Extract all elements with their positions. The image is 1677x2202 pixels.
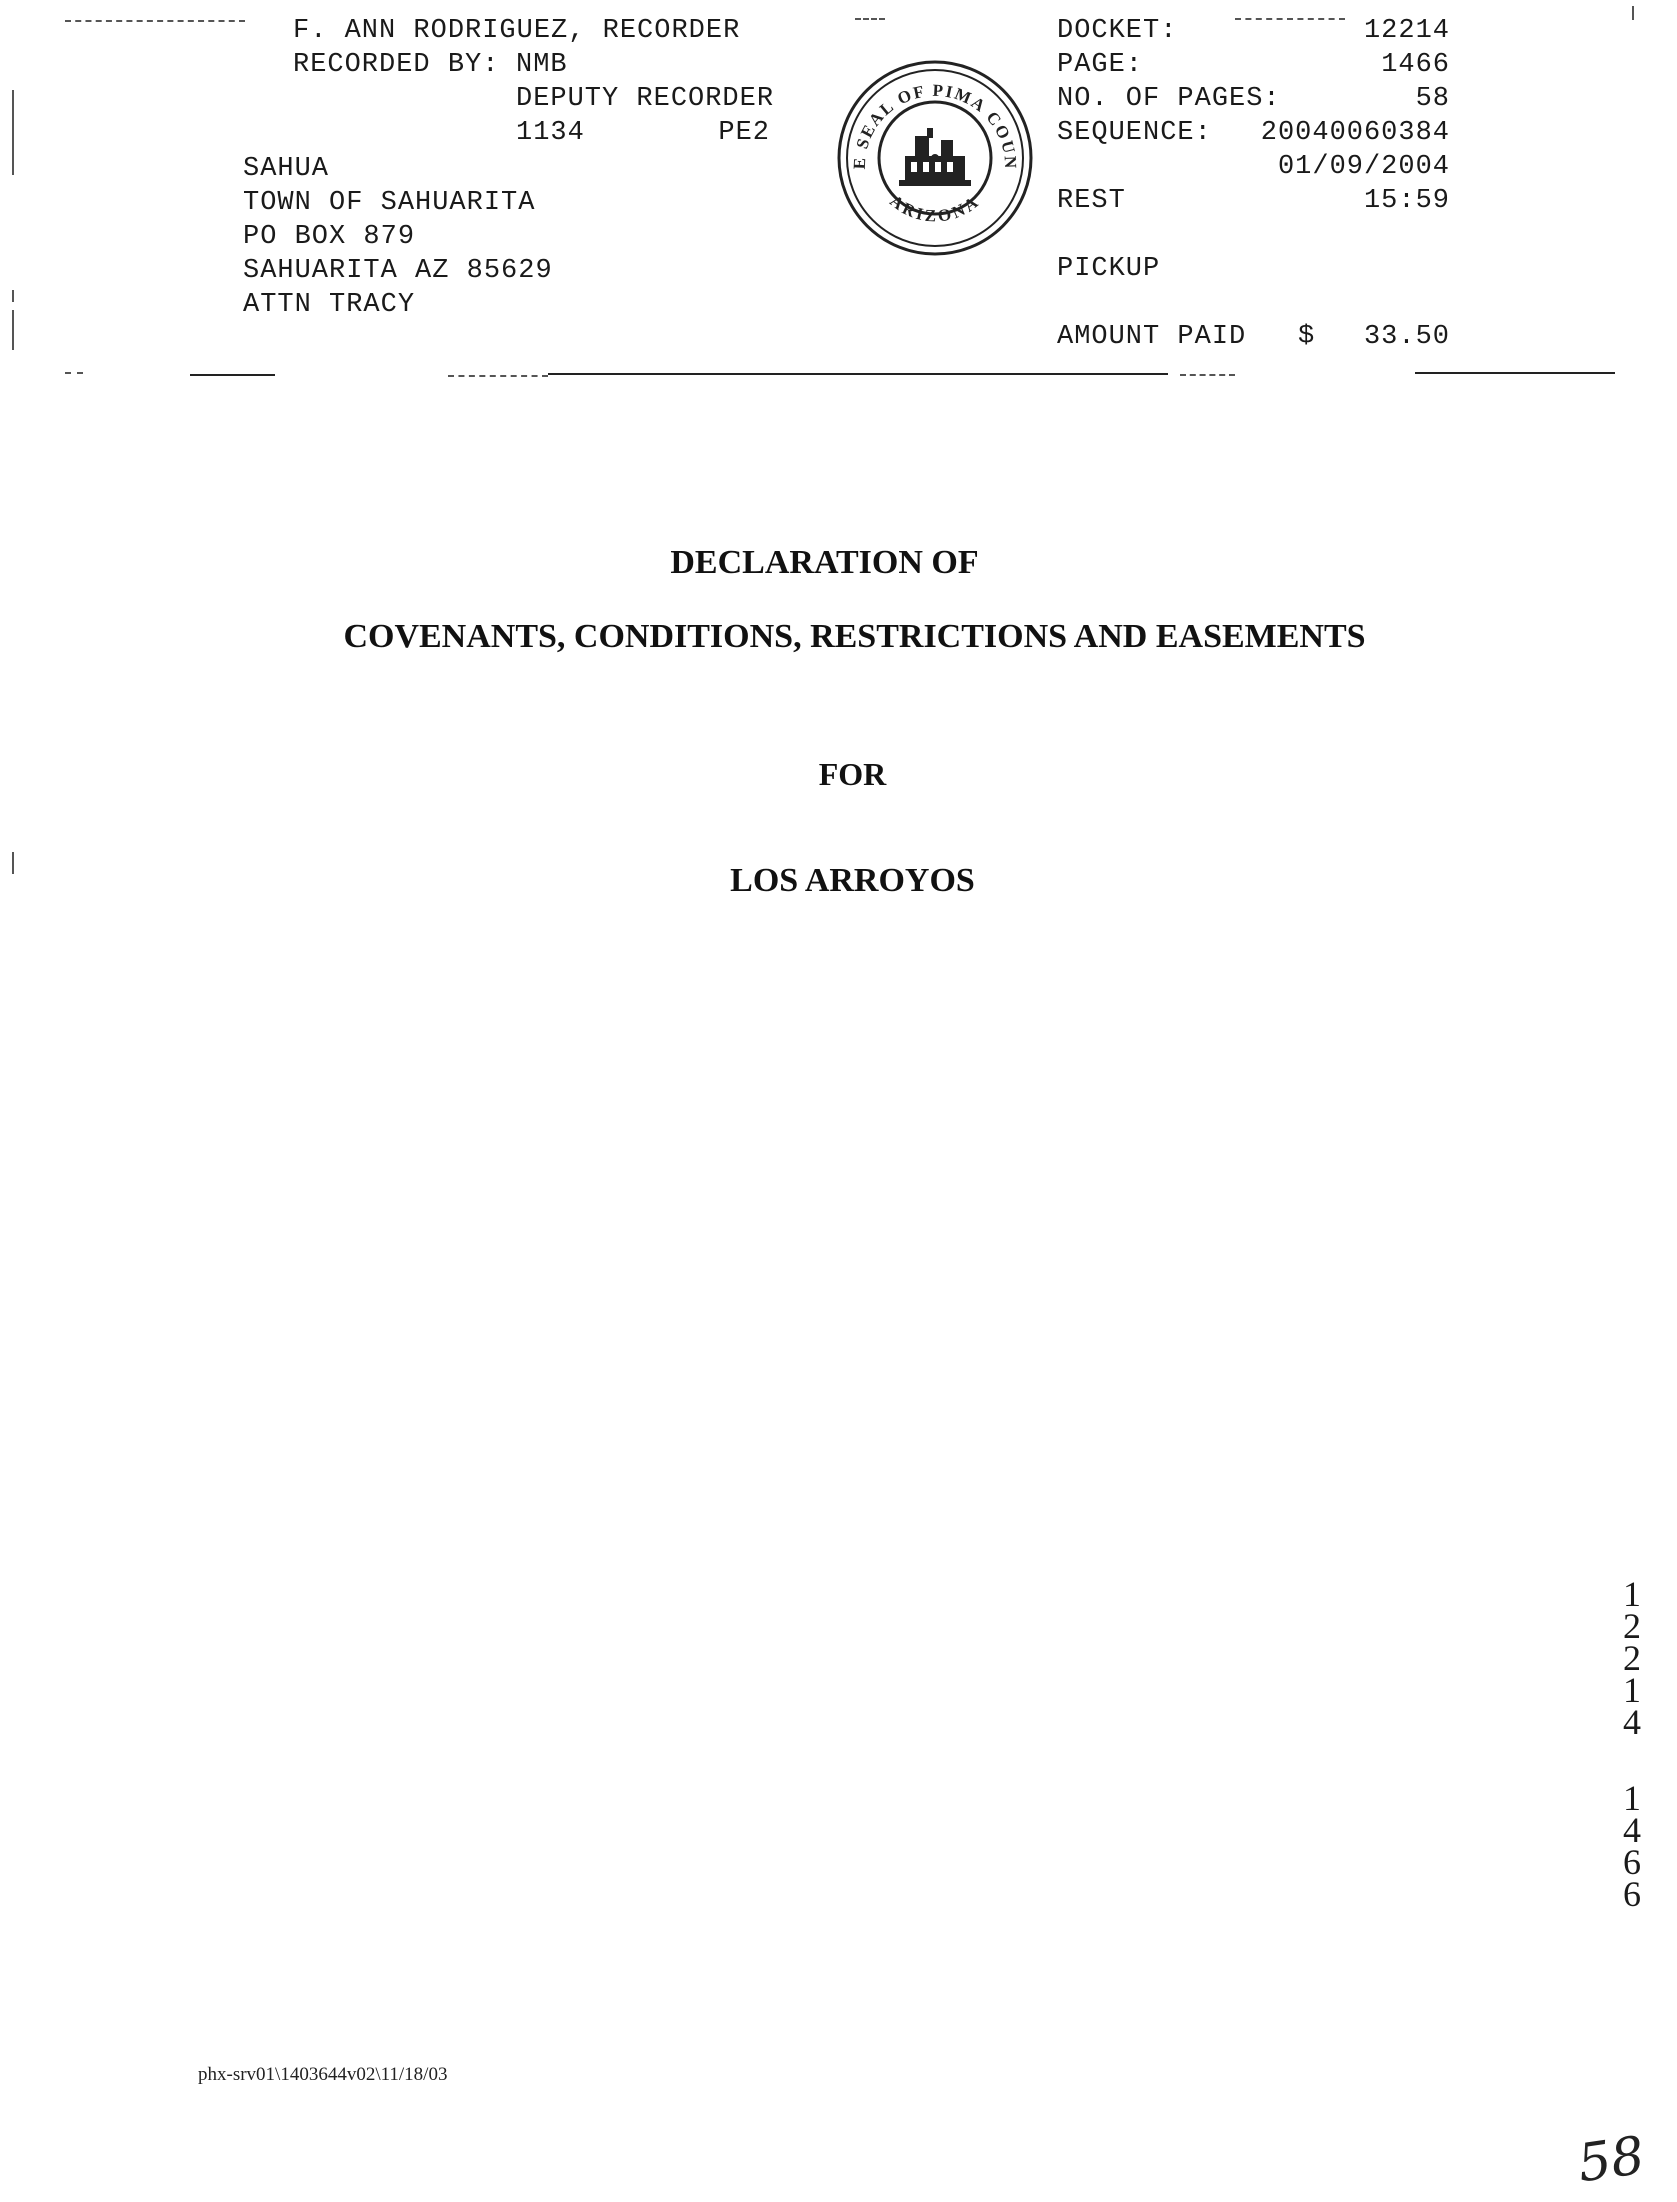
num-pages-value: 58 <box>1415 84 1450 114</box>
scan-mark <box>1632 6 1634 20</box>
header-bottom-border <box>65 372 83 374</box>
header-bottom-border <box>190 374 275 376</box>
document-title-line: FOR <box>818 756 887 792</box>
stamp-digit: 2 <box>1623 1606 1641 1646</box>
header-top-border <box>65 20 245 22</box>
sequence-label: SEQUENCE: <box>1057 118 1212 148</box>
stamp-digit: 1 <box>1623 1778 1641 1818</box>
deputy-code: 1134 <box>516 118 585 148</box>
currency-symbol: $ <box>1298 322 1316 352</box>
stamp-digit: 6 <box>1623 1842 1641 1882</box>
docket-label: DOCKET: <box>1057 16 1178 46</box>
seal-graphic <box>835 58 1035 258</box>
amount-value: 33.50 <box>1363 322 1450 352</box>
header-top-border <box>855 18 885 20</box>
address-line: SAHUARITA AZ 85629 <box>243 256 553 286</box>
document-title-line: DECLARATION OF <box>670 544 979 581</box>
deputy-station: PE2 <box>718 118 770 148</box>
handwritten-page-count: 58 <box>1574 2125 1649 2195</box>
num-pages-label: NO. OF PAGES: <box>1057 84 1281 114</box>
recorded-by-label: RECORDED BY: <box>293 50 500 80</box>
header-bottom-border <box>1180 374 1235 376</box>
svg-text:ARIZONA <box>886 191 983 226</box>
stamp-digit: 1 <box>1623 1670 1641 1710</box>
pickup-label: PICKUP <box>1057 254 1161 284</box>
document-title-line: COVENANTS, CONDITIONS, RESTRICTIONS AND EASEMENTS <box>343 618 1366 655</box>
scan-mark <box>12 310 14 350</box>
recording-date: 01/09/2004 <box>1277 152 1450 182</box>
address-line: PO BOX 879 <box>243 222 416 252</box>
stamp-digit: 2 <box>1623 1638 1641 1678</box>
rest-label: REST <box>1057 186 1126 216</box>
stamp-digit: 6 <box>1623 1874 1641 1914</box>
recording-time: 15:59 <box>1363 186 1450 216</box>
page-value: 1466 <box>1381 50 1450 80</box>
page-label: PAGE: <box>1057 50 1144 80</box>
address-line: ATTN TRACY <box>243 290 416 320</box>
amount-label: AMOUNT PAID <box>1057 322 1247 352</box>
scan-mark <box>12 290 14 302</box>
header-bottom-border <box>548 373 1168 375</box>
document-title-line: LOS ARROYOS <box>730 862 975 899</box>
address-block <box>243 152 553 322</box>
header-bottom-border <box>1415 372 1615 374</box>
seal-bottom-text: ARIZONA <box>886 191 984 226</box>
county-seal-icon <box>835 58 1035 258</box>
scan-mark <box>12 90 14 175</box>
sequence-value: 20040060384 <box>1260 118 1450 148</box>
stamp-digit: 4 <box>1623 1810 1641 1850</box>
docket-value: 12214 <box>1363 16 1450 46</box>
stamp-digit: 1 <box>1623 1574 1641 1614</box>
seal-top-text: E SEAL OF PIMA COUN <box>849 80 1021 171</box>
stamp-digit: 4 <box>1623 1702 1641 1742</box>
document-reference: phx-srv01\1403644v02\11/18/03 <box>198 2064 448 2085</box>
recorded-by-value: NMB <box>516 50 568 80</box>
address-line: TOWN OF SAHUARITA <box>243 188 536 218</box>
recorder-line: F. ANN RODRIGUEZ, RECORDER <box>293 16 741 46</box>
header-bottom-border <box>448 375 548 377</box>
address-line: SAHUA <box>243 154 330 184</box>
deputy-label: DEPUTY RECORDER <box>516 84 775 114</box>
